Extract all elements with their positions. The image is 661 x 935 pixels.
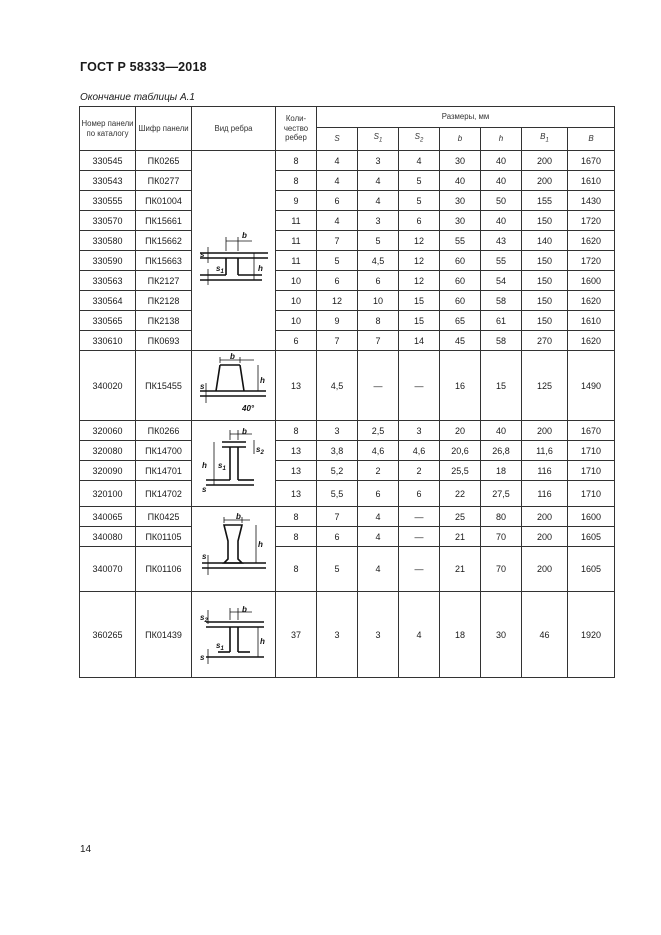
table-cell: 3 <box>358 211 399 231</box>
table-row <box>80 231 615 251</box>
table-cell: 3 <box>317 592 358 678</box>
table-cell: 200 <box>522 507 568 527</box>
rib-profile-double-t-icon <box>196 424 272 504</box>
table-cell: 4 <box>317 151 358 171</box>
table-cell: 6 <box>358 271 399 291</box>
table-cell: 8 <box>276 527 317 547</box>
table-cell: 13 <box>276 461 317 481</box>
table-cell: 1600 <box>568 271 615 291</box>
table-cell: 6 <box>317 527 358 547</box>
table-cell: 13 <box>276 351 317 421</box>
table-cell: 1710 <box>568 441 615 461</box>
table-cell: 21 <box>440 547 481 592</box>
table-cell: 10 <box>276 271 317 291</box>
table-cell: 150 <box>522 291 568 311</box>
standard-title: ГОСТ Р 58333—2018 <box>80 60 207 74</box>
header-rib-count: Коли-чество ребер <box>276 107 317 151</box>
table-cell: 330610 <box>80 331 136 351</box>
table-row <box>80 441 615 461</box>
table-cell: ПК2128 <box>136 291 192 311</box>
header-col-1: $S_1$ <box>358 128 399 151</box>
table-cell: 10 <box>276 291 317 311</box>
table-cell: 65 <box>440 311 481 331</box>
svg-text:b: b <box>229 352 235 361</box>
table-cell: 7 <box>317 507 358 527</box>
table-row <box>80 421 615 441</box>
table-cell: 8 <box>276 507 317 527</box>
table-cell: 4 <box>399 592 440 678</box>
table-cell: 1670 <box>568 151 615 171</box>
table-cell: 5 <box>399 191 440 211</box>
table-cell: 330570 <box>80 211 136 231</box>
svg-text:s1: $s_1$ <box>217 460 226 472</box>
table-cell: 9 <box>317 311 358 331</box>
table-cell: 60 <box>440 271 481 291</box>
table-cell: 140 <box>522 231 568 251</box>
table-cell: 14 <box>399 331 440 351</box>
table-cell: ПК01106 <box>136 547 192 592</box>
svg-text:h: h <box>201 460 207 470</box>
table-cell: 18 <box>481 461 522 481</box>
header-col-6: B <box>568 128 615 151</box>
table-cell: 270 <box>522 331 568 351</box>
table-cell: 12 <box>317 291 358 311</box>
table-cell: 4 <box>358 547 399 592</box>
table-cell: 4,6 <box>358 441 399 461</box>
table-cell: — <box>399 507 440 527</box>
table-cell: 2 <box>358 461 399 481</box>
rib-figure <box>192 151 276 351</box>
table-cell: — <box>399 351 440 421</box>
table-cell: ПК2138 <box>136 311 192 331</box>
table-cell: 1620 <box>568 331 615 351</box>
table-cell: 8 <box>276 171 317 191</box>
table-cell: 40 <box>481 171 522 191</box>
table-cell: 3 <box>399 421 440 441</box>
table-row <box>80 191 615 211</box>
table-cell: 8 <box>358 311 399 331</box>
svg-text:h: h <box>257 540 263 549</box>
table-cell: 5,5 <box>317 481 358 507</box>
table-cell: ПК01439 <box>136 592 192 678</box>
table-cell: 1720 <box>568 251 615 271</box>
table-cell: 11 <box>276 251 317 271</box>
rib-profile-i-beam-icon <box>196 594 272 676</box>
table-cell: ПК0266 <box>136 421 192 441</box>
header-col-5: $B_1$ <box>522 128 568 151</box>
table-row <box>80 547 615 592</box>
table-row <box>80 271 615 291</box>
header-panel-code: Шифр панели <box>136 107 192 151</box>
table-cell: 4 <box>317 211 358 231</box>
header-col-3: b <box>440 128 481 151</box>
table-cell: 150 <box>522 271 568 291</box>
table-cell: 1605 <box>568 547 615 592</box>
table-cell: 11 <box>276 211 317 231</box>
table-cell: 46 <box>522 592 568 678</box>
table-cell: 150 <box>522 311 568 331</box>
table-cell: 4 <box>317 171 358 191</box>
svg-text:40°: 40° <box>241 403 254 413</box>
table-cell: 320090 <box>80 461 136 481</box>
svg-text:b: b <box>241 426 247 436</box>
table-cell: 6 <box>317 271 358 291</box>
table-row <box>80 481 615 507</box>
table-cell: 61 <box>481 311 522 331</box>
table-cell: 330555 <box>80 191 136 211</box>
table-cell: 8 <box>276 421 317 441</box>
table-cell: 200 <box>522 527 568 547</box>
table-cell: 116 <box>522 481 568 507</box>
svg-text:s2: $s_2$ <box>255 444 264 456</box>
table-cell: 155 <box>522 191 568 211</box>
table-row <box>80 211 615 231</box>
svg-text:s: s <box>199 652 204 662</box>
table-cell: 3 <box>358 592 399 678</box>
table-cell: 4,5 <box>358 251 399 271</box>
table-cell: 22 <box>440 481 481 507</box>
table-cell: 1670 <box>568 421 615 441</box>
table-cell: 1600 <box>568 507 615 527</box>
table-cell: 4 <box>358 171 399 191</box>
table-cell: 12 <box>399 271 440 291</box>
table-row <box>80 461 615 481</box>
table-row <box>80 592 615 678</box>
table-cell: 2,5 <box>358 421 399 441</box>
table-cell: 15 <box>481 351 522 421</box>
table-cell: ПК0277 <box>136 171 192 191</box>
table-cell: 11,6 <box>522 441 568 461</box>
table-cell: 18 <box>440 592 481 678</box>
table-cell: 12 <box>399 251 440 271</box>
table-cell: 5,2 <box>317 461 358 481</box>
table-cell: 6 <box>358 481 399 507</box>
table-cell: 26,8 <box>481 441 522 461</box>
table-cell: 125 <box>522 351 568 421</box>
table-row <box>80 171 615 191</box>
table-cell: 340080 <box>80 527 136 547</box>
table-cell: ПК0425 <box>136 507 192 527</box>
table-cell: — <box>399 547 440 592</box>
table-cell: ПК0693 <box>136 331 192 351</box>
table-cell: ПК15663 <box>136 251 192 271</box>
table-cell: 2 <box>399 461 440 481</box>
table-cell: 10 <box>276 311 317 331</box>
table-cell: 1610 <box>568 311 615 331</box>
table-cell: 1605 <box>568 527 615 547</box>
table-cell: 11 <box>276 231 317 251</box>
table-cell: 8 <box>276 547 317 592</box>
table-row <box>80 311 615 331</box>
svg-text:s1: $s_1$ <box>215 640 224 652</box>
table-row <box>80 251 615 271</box>
table-cell: 6 <box>276 331 317 351</box>
table-cell: ПК14701 <box>136 461 192 481</box>
svg-text:s1: $s_1$ <box>215 263 224 275</box>
dimensions-table <box>79 106 615 678</box>
svg-text:h: h <box>259 375 265 385</box>
table-cell: 20,6 <box>440 441 481 461</box>
table-cell: 16 <box>440 351 481 421</box>
table-cell: 30 <box>481 592 522 678</box>
rib-figure <box>192 507 276 592</box>
header-col-2: $S_2$ <box>399 128 440 151</box>
table-cell: 12 <box>399 231 440 251</box>
table-cell: 13 <box>276 441 317 461</box>
svg-text:s: s <box>201 484 206 494</box>
table-cell: 330545 <box>80 151 136 171</box>
table-cell: 21 <box>440 527 481 547</box>
table-cell: 55 <box>440 231 481 251</box>
table-cell: 360265 <box>80 592 136 678</box>
table-cell: 7 <box>317 331 358 351</box>
table-cell: 1710 <box>568 481 615 507</box>
table-cell: 70 <box>481 547 522 592</box>
table-cell: 1720 <box>568 211 615 231</box>
table-cell: 40 <box>481 151 522 171</box>
header-col-0: S <box>317 128 358 151</box>
table-cell: 9 <box>276 191 317 211</box>
table-cell: 340065 <box>80 507 136 527</box>
rib-profile-bulb-icon <box>196 511 272 587</box>
table-cell: 20 <box>440 421 481 441</box>
table-cell: 45 <box>440 331 481 351</box>
svg-text:b: b <box>241 230 247 240</box>
table-cell: 15 <box>399 311 440 331</box>
table-cell: 3,8 <box>317 441 358 461</box>
table-row <box>80 291 615 311</box>
table-cell: 1490 <box>568 351 615 421</box>
table-cell: 330563 <box>80 271 136 291</box>
table-cell: 30 <box>440 151 481 171</box>
svg-text:s: s <box>201 552 206 561</box>
header-col-4: h <box>481 128 522 151</box>
table-cell: — <box>399 527 440 547</box>
table-cell: 340070 <box>80 547 136 592</box>
rib-figure <box>192 421 276 507</box>
table-cell: ПК15455 <box>136 351 192 421</box>
rib-profile-t-icon <box>196 201 272 301</box>
table-row <box>80 527 615 547</box>
header-dimensions: Размеры, мм <box>317 107 615 128</box>
table-cell: 55 <box>481 251 522 271</box>
table-cell: 54 <box>481 271 522 291</box>
table-cell: 30 <box>440 211 481 231</box>
svg-text:h: h <box>257 263 263 273</box>
page-number: 14 <box>80 844 92 855</box>
table-cell: 200 <box>522 421 568 441</box>
svg-text:b: b <box>241 604 247 614</box>
table-cell: 58 <box>481 331 522 351</box>
table-caption: Окончание таблицы А.1 <box>80 92 195 103</box>
svg-text:h: h <box>259 636 265 646</box>
table-row <box>80 151 615 171</box>
table-cell: 5 <box>317 251 358 271</box>
table-cell: 43 <box>481 231 522 251</box>
table-cell: 7 <box>317 231 358 251</box>
header-rib-view: Вид ребра <box>192 107 276 151</box>
table-cell: 4 <box>399 151 440 171</box>
table-cell: 25,5 <box>440 461 481 481</box>
table-row <box>80 331 615 351</box>
table-cell: 6 <box>399 211 440 231</box>
table-cell: 8 <box>276 151 317 171</box>
table-cell: ПК15661 <box>136 211 192 231</box>
table-cell: 200 <box>522 151 568 171</box>
table-cell: 7 <box>358 331 399 351</box>
table-cell: ПК14702 <box>136 481 192 507</box>
table-cell: 4,6 <box>399 441 440 461</box>
table-cell: 320060 <box>80 421 136 441</box>
table-cell: 70 <box>481 527 522 547</box>
table-cell: 330590 <box>80 251 136 271</box>
table-cell: 320080 <box>80 441 136 461</box>
table-cell: 200 <box>522 171 568 191</box>
table-cell: 1610 <box>568 171 615 191</box>
table-cell: 3 <box>317 421 358 441</box>
header-panel-number: Номер панели по каталогу <box>80 107 136 151</box>
table-cell: 6 <box>399 481 440 507</box>
table-cell: 58 <box>481 291 522 311</box>
table-cell: 10 <box>358 291 399 311</box>
table-cell: 330543 <box>80 171 136 191</box>
table-cell: — <box>358 351 399 421</box>
table-cell: 15 <box>399 291 440 311</box>
table-cell: 25 <box>440 507 481 527</box>
rib-figure <box>192 351 276 421</box>
table-cell: ПК0265 <box>136 151 192 171</box>
table-row <box>80 507 615 527</box>
rib-profile-trapezoid-icon <box>196 353 272 419</box>
table-cell: 1710 <box>568 461 615 481</box>
svg-text:b: b <box>235 512 241 521</box>
table-cell: 6 <box>317 191 358 211</box>
table-cell: ПК01105 <box>136 527 192 547</box>
table-cell: 116 <box>522 461 568 481</box>
table-cell: 4,5 <box>317 351 358 421</box>
table-cell: 37 <box>276 592 317 678</box>
table-cell: 200 <box>522 547 568 592</box>
table-cell: 1620 <box>568 291 615 311</box>
table-cell: 60 <box>440 291 481 311</box>
table-cell: 13 <box>276 481 317 507</box>
table-cell: 40 <box>440 171 481 191</box>
table-cell: 330564 <box>80 291 136 311</box>
table-cell: 340020 <box>80 351 136 421</box>
table-cell: 60 <box>440 251 481 271</box>
table-cell: ПК2127 <box>136 271 192 291</box>
table-cell: ПК15662 <box>136 231 192 251</box>
rib-figure <box>192 592 276 678</box>
table-cell: ПК01004 <box>136 191 192 211</box>
table-row <box>80 351 615 421</box>
table-cell: ПК14700 <box>136 441 192 461</box>
table-cell: 150 <box>522 251 568 271</box>
table-cell: 40 <box>481 211 522 231</box>
table-cell: 4 <box>358 191 399 211</box>
table-cell: 5 <box>358 231 399 251</box>
table-cell: 40 <box>481 421 522 441</box>
table-cell: 330580 <box>80 231 136 251</box>
svg-text:s: s <box>199 381 204 391</box>
table-cell: 1620 <box>568 231 615 251</box>
table-cell: 1920 <box>568 592 615 678</box>
table-cell: 4 <box>358 507 399 527</box>
table-cell: 80 <box>481 507 522 527</box>
table-cell: 3 <box>358 151 399 171</box>
table-cell: 4 <box>358 527 399 547</box>
svg-text:s: s <box>199 249 204 259</box>
svg-text:s2: $s_2$ <box>199 612 208 624</box>
table-cell: 30 <box>440 191 481 211</box>
table-cell: 150 <box>522 211 568 231</box>
table-cell: 50 <box>481 191 522 211</box>
table-cell: 27,5 <box>481 481 522 507</box>
table-cell: 5 <box>399 171 440 191</box>
table-cell: 330565 <box>80 311 136 331</box>
table-cell: 1430 <box>568 191 615 211</box>
table-cell: 5 <box>317 547 358 592</box>
table-cell: 320100 <box>80 481 136 507</box>
